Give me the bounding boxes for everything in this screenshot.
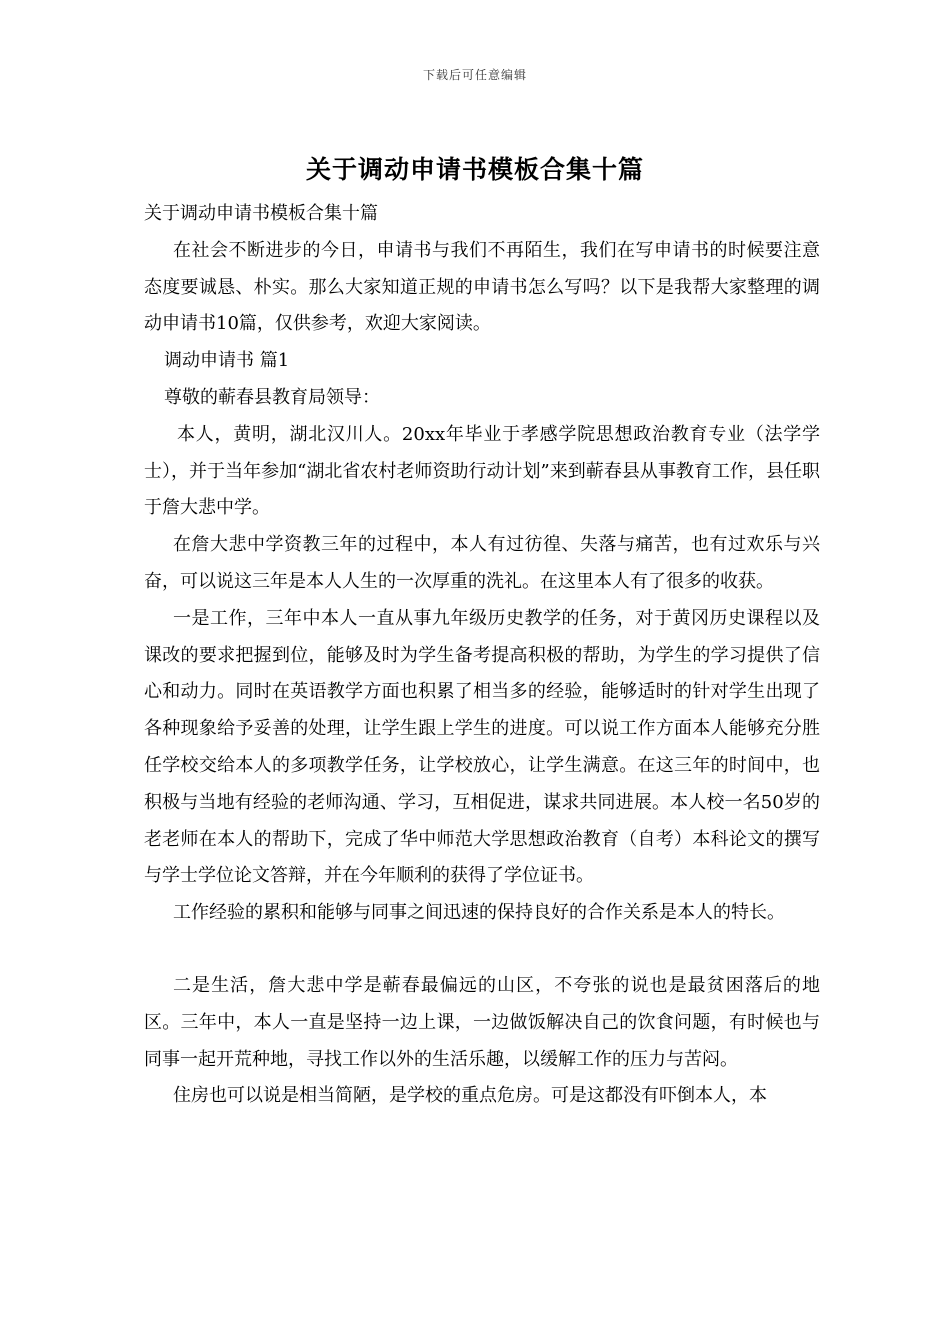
body-paragraph: 工作经验的累积和能够与同事之间迅速的保持良好的合作关系是本人的特长。 <box>173 902 785 924</box>
document-title: 关于调动申请书模板合集十篇 <box>305 155 644 184</box>
document-body <box>144 196 820 1115</box>
body-paragraph: 一是工作，三年中本人一直从事九年级历史教学的任务，对于黄冈历史课程以及课改的要求把握到位，能够及时为学生备考提高积极的帮助，为学生的学习提供了信心和动力。同时在英语教学方面也积累了相当多的经验，能够适时的针对学生出现了各种现象给予妥善的处理，让学生跟上学生的进度。可以说工作方面本人能够充分胜任学校交给本人的多项教学任务，让学校放心，让学生满意。在这三年的时间中，也积极与当地有经验的老师沟通、学习，互相促进，谋求共同进展。本人校一名50岁的老老师在本人的帮助下，完成了华中师范大学思想政治教育（自考）本科论文的撰写与学士学位论文答辩，并在今年顺利的获得了学位证书。 <box>144 607 820 887</box>
body-paragraph: 本人，黄明，湖北汉川人。20xx年毕业于孝感学院思想政治教育专业（法学学士），并于当年参加“湖北省农村老师资助行动计划”来到蕲春县从事教育工作，县任职于詹大悲中学。 <box>144 423 820 519</box>
header-note: 下载后可任意编辑 <box>422 68 527 82</box>
body-paragraph: 在詹大悲中学资教三年的过程中，本人有过彷徨、失落与痛苦，也有过欢乐与兴奋，可以说这三年是本人人生的一次厚重的洗礼。在这里本人有了很多的收获。 <box>144 534 820 592</box>
intro-paragraph: 在社会不断进步的今日，申请书与我们不再陌生，我们在写申请书的时候要注意态度要诚恳、朴实。那么大家知道正规的申请书怎么写吗？以下是我帮大家整理的调动申请书10篇，仅供参考，欢迎大家阅读。 <box>144 239 820 335</box>
subtitle-paragraph: 关于调动申请书模板合集十篇 <box>144 203 378 224</box>
section-heading: 调动申请书 篇1 <box>164 350 290 372</box>
body-paragraph: 住房也可以说是相当简陋，是学校的重点危房。可是这都没有吓倒本人，本 <box>173 1085 767 1107</box>
body-paragraph: 二是生活，詹大悲中学是蕲春最偏远的山区，不夸张的说也是最贫困落后的地区。三年中，本人一直是坚持一边上课，一边做饭解决自己的饮食问题，有时候也与同事一起开荒种地，寻找工作以外的生活乐趣，以缓解工作的压力与苦闷。 <box>144 974 820 1070</box>
salutation: 尊敬的蕲春县教育局领导： <box>164 386 380 408</box>
paragraph-gap <box>144 932 820 968</box>
